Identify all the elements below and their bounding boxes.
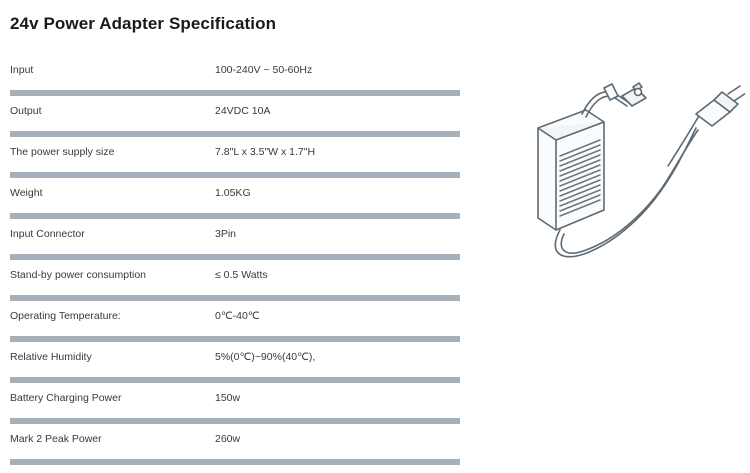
spec-label: Mark 2 Peak Power: [10, 433, 102, 445]
table-row: [10, 178, 460, 219]
spec-value: 24VDC 10A: [215, 105, 271, 117]
table-row: [10, 55, 460, 96]
table-row: [10, 96, 460, 137]
spec-value: 100-240V ~ 50-60Hz: [215, 64, 313, 76]
table-row: [10, 424, 460, 465]
spec-label: Relative Humidity: [10, 351, 92, 363]
spec-value: 1.05KG: [215, 187, 251, 199]
spec-value: 150w: [215, 392, 241, 404]
power-adapter-illustration: [500, 70, 745, 270]
spec-value: 7.8"L x 3.5"W x 1.7"H: [215, 146, 316, 158]
table-row: [10, 219, 460, 260]
table-row: [10, 137, 460, 178]
spec-value: 0℃-40℃: [215, 310, 260, 322]
spec-value: ≤ 0.5 Watts: [215, 269, 268, 281]
spec-label: Battery Charging Power: [10, 392, 122, 404]
table-row: [10, 260, 460, 301]
spec-label: Operating Temperature:: [10, 310, 121, 322]
spec-label: Output: [10, 105, 42, 117]
table-row: [10, 383, 460, 424]
spec-value: 260w: [215, 433, 241, 445]
specification-table: [10, 55, 460, 465]
page-title: 24v Power Adapter Specification: [10, 14, 277, 33]
spec-label: The power supply size: [10, 146, 115, 158]
spec-value: 5%(0℃)~90%(40℃),: [215, 351, 316, 363]
spec-value: 3Pin: [215, 228, 237, 240]
spec-label: Weight: [10, 187, 43, 199]
row-divider: [10, 459, 460, 465]
spec-label: Input Connector: [10, 228, 85, 240]
spec-label: Stand-by power consumption: [10, 269, 146, 281]
table-row: [10, 342, 460, 383]
table-row: [10, 301, 460, 342]
spec-label: Input: [10, 64, 34, 76]
